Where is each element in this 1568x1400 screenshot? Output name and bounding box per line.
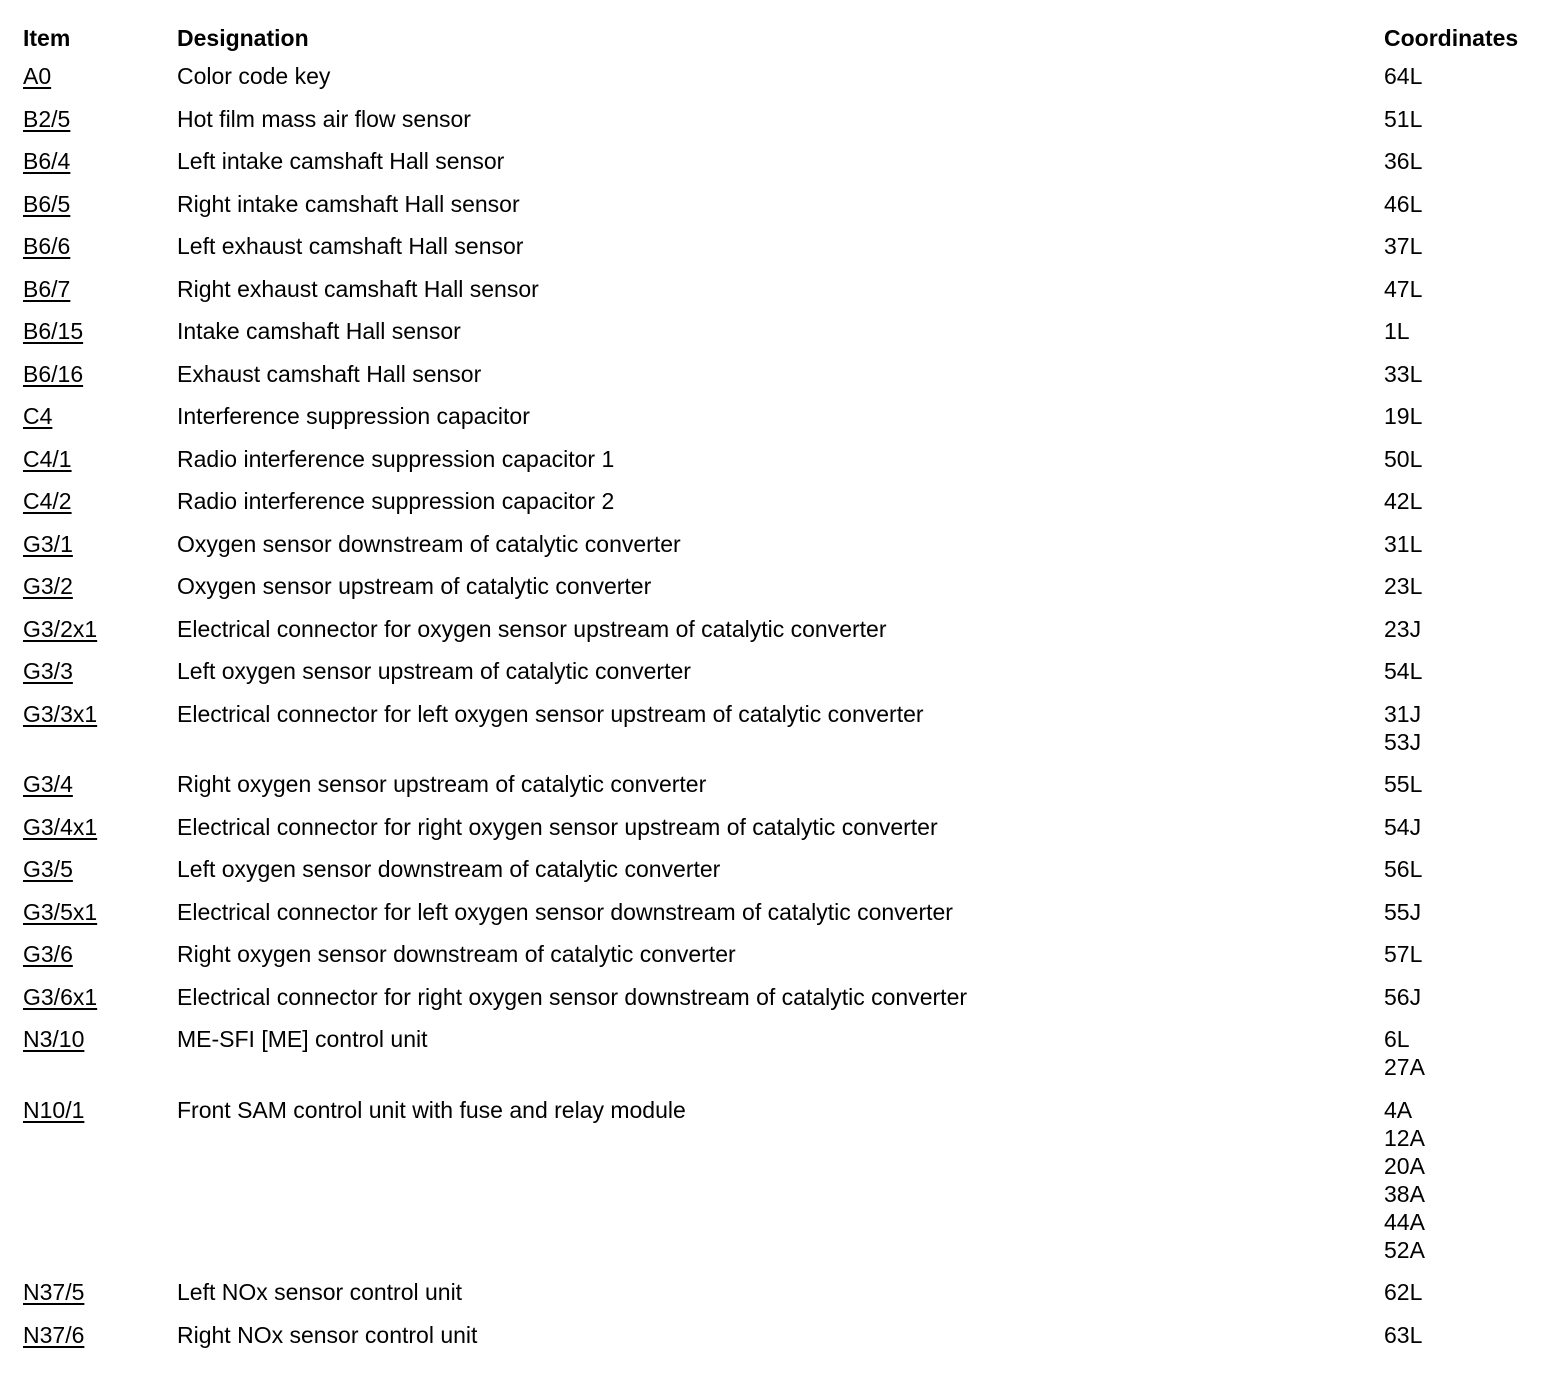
coordinates-cell xyxy=(1384,572,1568,615)
table-row xyxy=(0,62,1568,105)
item-link[interactable]: B6/15 xyxy=(23,318,84,344)
item-cell xyxy=(0,572,177,615)
designation-cell: Left oxygen sensor upstream of catalytic converter xyxy=(177,658,691,684)
coordinate-value: 36L xyxy=(1384,148,1423,174)
designation-cell: Oxygen sensor upstream of catalytic converter xyxy=(177,573,652,599)
coordinates-cell xyxy=(1384,62,1568,105)
item-cell xyxy=(0,232,177,275)
item-cell xyxy=(0,530,177,573)
coordinates-cell xyxy=(1384,898,1568,941)
coordinate-value: 42L xyxy=(1384,488,1423,514)
designation-cell: Electrical connector for right oxygen sensor upstream of catalytic converter xyxy=(177,813,938,840)
item-cell xyxy=(0,1096,177,1279)
item-link[interactable]: G3/1 xyxy=(23,530,73,557)
item-link[interactable]: G3/4x1 xyxy=(23,813,98,840)
table-row xyxy=(0,402,1568,445)
designation-cell: Right oxygen sensor downstream of catalytic converter xyxy=(177,941,736,967)
designation-cell: Left intake camshaft Hall sensor xyxy=(177,148,505,174)
coordinate-value: 37L xyxy=(1384,233,1423,259)
coordinate-value: 31J xyxy=(1384,700,1422,727)
table-row xyxy=(0,317,1568,360)
table-row xyxy=(0,770,1568,813)
coordinates-cell xyxy=(1384,940,1568,983)
coordinate-value: 4A xyxy=(1384,1096,1413,1123)
item-cell xyxy=(0,700,177,771)
designation-cell: Front SAM control unit with fuse and relay module xyxy=(177,1096,686,1123)
item-link[interactable]: G3/2 xyxy=(23,573,73,599)
coordinate-value: 44A xyxy=(1384,1208,1425,1235)
coordinates-cell xyxy=(1384,530,1568,573)
coordinate-value: 20A xyxy=(1384,1152,1425,1179)
item-link[interactable]: B6/5 xyxy=(23,190,71,217)
table-row xyxy=(0,813,1568,856)
item-link[interactable]: G3/6 xyxy=(23,941,73,967)
item-cell xyxy=(0,813,177,856)
designation-cell: Electrical connector for left oxygen sensor downstream of catalytic converter xyxy=(177,898,953,925)
coordinates-cell xyxy=(1384,487,1568,530)
table-row xyxy=(0,487,1568,530)
item-link[interactable]: N10/1 xyxy=(23,1096,85,1123)
item-cell xyxy=(0,317,177,360)
coordinate-value: 46L xyxy=(1384,190,1423,217)
designation-cell: Color code key xyxy=(177,63,331,89)
coordinates-cell xyxy=(1384,275,1568,318)
item-link[interactable]: N3/10 xyxy=(23,1026,85,1052)
item-cell xyxy=(0,855,177,898)
item-link[interactable]: C4/1 xyxy=(23,445,72,472)
coordinates-cell xyxy=(1384,360,1568,403)
table-row xyxy=(0,232,1568,275)
table-row xyxy=(0,898,1568,941)
item-cell xyxy=(0,360,177,403)
coordinate-value: 50L xyxy=(1384,445,1423,472)
coordinate-value: 23J xyxy=(1384,615,1422,642)
item-link[interactable]: B2/5 xyxy=(23,105,71,132)
designation-cell: Radio interference suppression capacitor 2 xyxy=(177,488,615,514)
item-cell xyxy=(0,445,177,488)
item-link[interactable]: B6/6 xyxy=(23,233,71,259)
table-row xyxy=(0,147,1568,190)
item-link[interactable]: G3/3x1 xyxy=(23,700,98,727)
coordinate-value: 19L xyxy=(1384,403,1423,429)
item-link[interactable]: G3/4 xyxy=(23,771,73,797)
coordinate-value: 51L xyxy=(1384,105,1423,132)
coordinate-value: 56L xyxy=(1384,856,1423,882)
item-cell xyxy=(0,1278,177,1321)
item-link[interactable]: G3/6x1 xyxy=(23,983,98,1010)
coordinates-cell xyxy=(1384,700,1568,771)
legend-table xyxy=(0,24,1568,1363)
item-link[interactable]: G3/5 xyxy=(23,856,73,882)
item-cell xyxy=(0,105,177,148)
item-cell xyxy=(0,402,177,445)
table-row xyxy=(0,1025,1568,1096)
designation-cell: Right oxygen sensor upstream of catalytic converter xyxy=(177,771,707,797)
designation-cell: Electrical connector for left oxygen sensor upstream of catalytic converter xyxy=(177,700,924,727)
designation-cell: Left exhaust camshaft Hall sensor xyxy=(177,233,524,259)
table-row xyxy=(0,657,1568,700)
item-link[interactable]: G3/3 xyxy=(23,658,73,684)
table-row xyxy=(0,1321,1568,1364)
item-link[interactable]: C4 xyxy=(23,403,53,429)
designation-cell: Oxygen sensor downstream of catalytic converter xyxy=(177,530,681,557)
designation-cell: Left NOx sensor control unit xyxy=(177,1279,463,1305)
item-cell xyxy=(0,983,177,1026)
coordinates-cell xyxy=(1384,402,1568,445)
item-link[interactable]: B6/7 xyxy=(23,275,71,302)
coordinate-value: 63L xyxy=(1384,1321,1423,1348)
table-row xyxy=(0,855,1568,898)
item-link[interactable]: B6/4 xyxy=(23,148,71,174)
coordinates-cell xyxy=(1384,1025,1568,1096)
coordinate-value: 27A xyxy=(1384,1054,1425,1080)
coordinate-value: 56J xyxy=(1384,983,1422,1010)
table-row xyxy=(0,190,1568,233)
item-link[interactable]: A0 xyxy=(23,63,52,89)
coordinates-cell xyxy=(1384,445,1568,488)
item-link[interactable]: B6/16 xyxy=(23,360,84,387)
item-cell xyxy=(0,1321,177,1364)
item-link[interactable]: N37/5 xyxy=(23,1279,85,1305)
designation-cell: Radio interference suppression capacitor 1 xyxy=(177,445,615,472)
designation-cell: Exhaust camshaft Hall sensor xyxy=(177,360,482,387)
item-cell xyxy=(0,615,177,658)
designation-cell: Right exhaust camshaft Hall sensor xyxy=(177,275,539,302)
table-row xyxy=(0,105,1568,148)
coordinates-cell xyxy=(1384,1096,1568,1279)
designation-cell: Right intake camshaft Hall sensor xyxy=(177,190,520,217)
item-link[interactable]: G3/2x1 xyxy=(23,615,98,642)
table-row xyxy=(0,1096,1568,1279)
coordinates-cell xyxy=(1384,317,1568,360)
header-designation: Designation xyxy=(177,25,309,51)
designation-cell: Interference suppression capacitor xyxy=(177,403,530,429)
coordinates-cell xyxy=(1384,770,1568,813)
item-link[interactable]: G3/5x1 xyxy=(23,898,98,925)
item-cell xyxy=(0,275,177,318)
item-cell xyxy=(0,898,177,941)
item-cell xyxy=(0,190,177,233)
item-cell xyxy=(0,487,177,530)
table-row xyxy=(0,275,1568,318)
item-cell xyxy=(0,1025,177,1096)
table-row xyxy=(0,615,1568,658)
coordinates-cell xyxy=(1384,232,1568,275)
table-row xyxy=(0,360,1568,403)
coordinate-value: 47L xyxy=(1384,275,1423,302)
table-row xyxy=(0,983,1568,1026)
designation-cell: Electrical connector for oxygen sensor upstream of catalytic converter xyxy=(177,615,887,642)
coordinates-cell xyxy=(1384,983,1568,1026)
table-row xyxy=(0,1278,1568,1321)
coordinates-cell xyxy=(1384,147,1568,190)
coordinate-value: 23L xyxy=(1384,573,1423,599)
coordinate-value: 64L xyxy=(1384,63,1423,89)
item-cell xyxy=(0,940,177,983)
designation-cell: Right NOx sensor control unit xyxy=(177,1321,478,1348)
coordinate-value: 54J xyxy=(1384,813,1422,840)
table-row xyxy=(0,572,1568,615)
coordinates-cell xyxy=(1384,190,1568,233)
item-cell xyxy=(0,657,177,700)
coordinate-value: 1L xyxy=(1384,318,1410,344)
item-link[interactable]: N37/6 xyxy=(23,1321,85,1348)
designation-cell: Hot film mass air flow sensor xyxy=(177,105,471,132)
coordinate-value: 53J xyxy=(1384,728,1422,755)
item-cell xyxy=(0,770,177,813)
coordinates-cell xyxy=(1384,105,1568,148)
coordinates-cell xyxy=(1384,813,1568,856)
coordinate-value: 52A xyxy=(1384,1236,1425,1263)
table-row xyxy=(0,530,1568,573)
header-row xyxy=(0,24,1568,62)
coordinates-cell xyxy=(1384,1278,1568,1321)
item-cell xyxy=(0,62,177,105)
coordinate-value: 31L xyxy=(1384,530,1423,557)
item-link[interactable]: C4/2 xyxy=(23,488,72,514)
coordinate-value: 12A xyxy=(1384,1124,1425,1151)
table-header xyxy=(0,24,1568,62)
coordinate-value: 55J xyxy=(1384,898,1422,925)
coordinates-cell xyxy=(1384,657,1568,700)
header-coordinates: Coordinates xyxy=(1384,25,1519,51)
table-row xyxy=(0,940,1568,983)
header-item: Item xyxy=(23,25,71,51)
designation-cell: Left oxygen sensor downstream of catalytic converter xyxy=(177,856,721,882)
coordinate-value: 57L xyxy=(1384,941,1423,967)
coordinates-cell xyxy=(1384,1321,1568,1364)
coordinate-value: 62L xyxy=(1384,1279,1423,1305)
designation-cell: Intake camshaft Hall sensor xyxy=(177,318,461,344)
table-body xyxy=(0,62,1568,1363)
coordinate-value: 6L xyxy=(1384,1026,1410,1052)
table-row xyxy=(0,445,1568,488)
coordinate-value: 54L xyxy=(1384,658,1423,684)
designation-cell: Electrical connector for right oxygen sensor downstream of catalytic converter xyxy=(177,983,968,1010)
coordinate-value: 55L xyxy=(1384,771,1423,797)
designation-cell: ME-SFI [ME] control unit xyxy=(177,1026,428,1052)
coordinates-cell xyxy=(1384,615,1568,658)
coordinate-value: 33L xyxy=(1384,360,1423,387)
coordinate-value: 38A xyxy=(1384,1180,1425,1207)
item-cell xyxy=(0,147,177,190)
table-row xyxy=(0,700,1568,771)
coordinates-cell xyxy=(1384,855,1568,898)
